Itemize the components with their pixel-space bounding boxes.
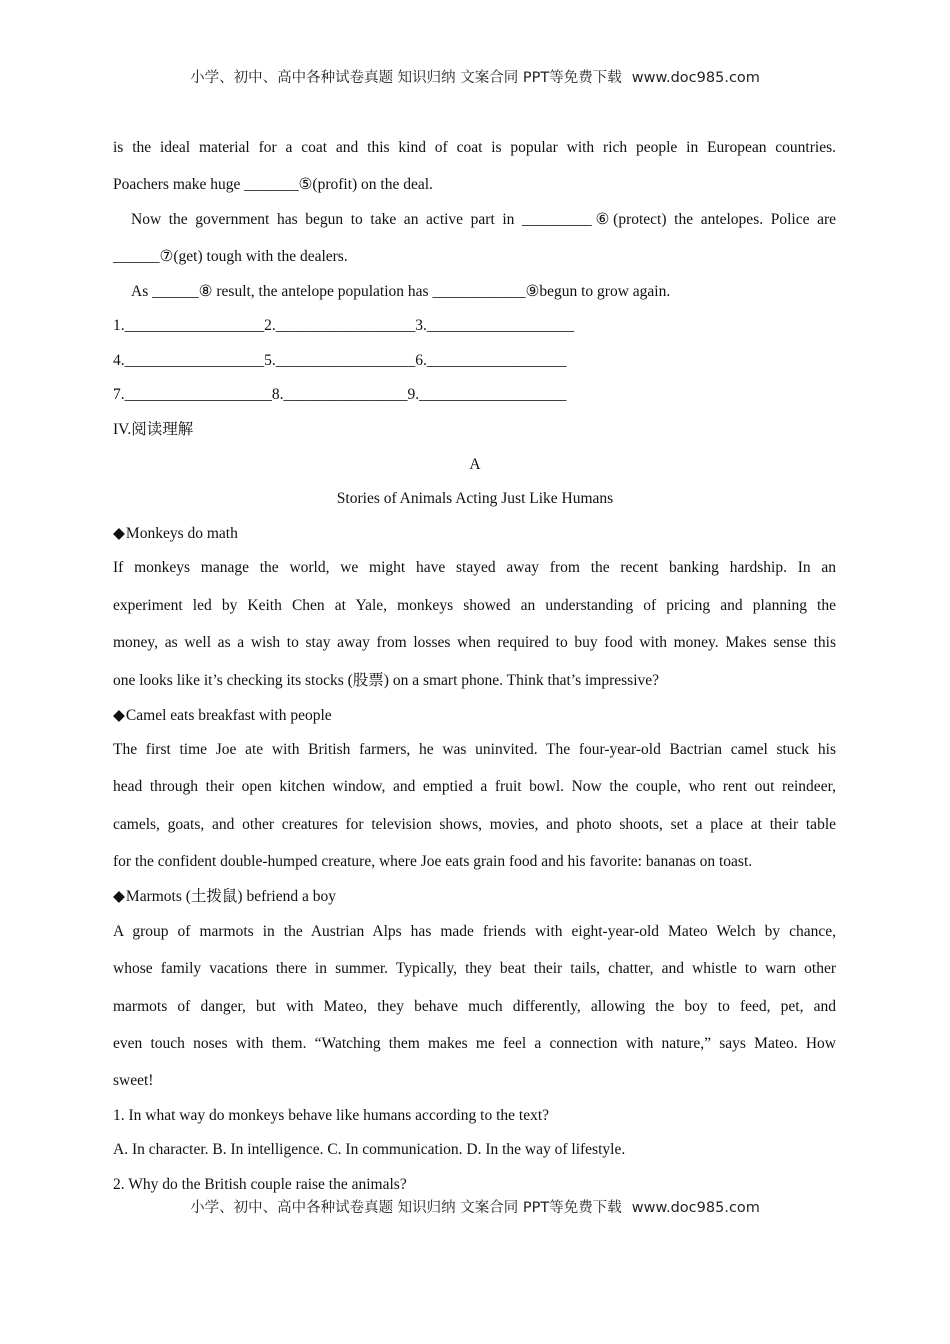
answer-blanks-row-3: 7.___________________8.________________9.___________________ <box>113 386 567 403</box>
section-heading: IV.阅读理解 <box>113 421 194 438</box>
story-2-line-4: for the confident double-humped creature, where Joe eats grain food and his favorite: bananas on toast. <box>113 853 753 870</box>
footer-text: 小学、初中、高中各种试卷真题 知识归纳 文案合同 PPT等免费下载 <box>190 1200 622 1216</box>
question-1: 1. In what way do monkeys behave like humans according to the text? <box>113 1107 550 1124</box>
fill-line-2: Poachers make huge _______⑤(profit) on the deal. <box>113 176 433 193</box>
story-3-line-1: A group of marmots in the Austrian Alps has made friends with eight-year-old Mateo Welch by chance, <box>113 923 836 940</box>
story-1-line-4: one looks like it’s checking its stocks (股票) on a smart phone. Think that’s impressive? <box>113 672 660 689</box>
fill-line-3: Now the government has begun to take an active part in _________⑥(protect) the antelopes. Police are <box>131 211 836 228</box>
story-2-line-1: The first time Joe ate with British farmers, he was uninvited. The four-year-old Bactrian camel stuck his <box>113 741 836 758</box>
answer-blanks-row-2: 4.__________________5.__________________6.__________________ <box>113 352 567 369</box>
diamond-bullet-icon: ◆ <box>113 888 125 905</box>
header-site-link[interactable]: www.doc985.com <box>631 70 760 86</box>
story-1-line-1: If monkeys manage the world, we might have stayed away from the recent banking hardship. In an <box>113 559 836 576</box>
passage-title: Stories of Animals Acting Just Like Humans <box>336 490 614 507</box>
story-3-line-4: even touch noses with them. “Watching them makes me feel a connection with nature,” says Mateo. How <box>113 1035 836 1052</box>
story-3-heading <box>113 887 836 907</box>
story-2-title: Camel eats breakfast with people <box>125 707 332 724</box>
story-1-title: Monkeys do math <box>125 525 238 542</box>
passage-label: A <box>469 456 481 473</box>
answer-blanks-row-1: 1.__________________2.__________________3.___________________ <box>113 317 575 334</box>
page-footer <box>0 1196 950 1217</box>
question-1-options: A. In character. B. In intelligence. C. In communication. D. In the way of lifestyle. <box>113 1141 626 1158</box>
diamond-bullet-icon: ◆ <box>113 525 125 542</box>
footer-site-link[interactable]: www.doc985.com <box>631 1200 760 1216</box>
fill-line-4: ______⑦(get) tough with the dealers. <box>113 248 348 265</box>
story-2-line-2: head through their open kitchen window, and emptied a fruit bowl. Now the couple, who rent out reindeer, <box>113 778 836 795</box>
story-3-title: Marmots (土拨鼠) befriend a boy <box>125 888 336 905</box>
header-text: 小学、初中、高中各种试卷真题 知识归纳 文案合同 PPT等免费下载 <box>190 70 622 86</box>
story-1-heading <box>113 524 836 544</box>
page-header <box>0 66 950 87</box>
diamond-bullet-icon: ◆ <box>113 707 125 724</box>
story-3-line-3: marmots of danger, but with Mateo, they behave much differently, allowing the boy to feed, pet, and <box>113 998 836 1015</box>
story-2-heading <box>113 706 836 726</box>
story-2-line-3: camels, goats, and other creatures for television shows, movies, and photo shoots, set a place at their table <box>113 816 836 833</box>
story-3-line-2: whose family vacations there in summer. Typically, they beat their tails, chatter, and whistle to warn other <box>113 960 836 977</box>
story-3-line-5: sweet! <box>113 1072 154 1089</box>
story-1-line-3: money, as well as a wish to stay away from losses when required to buy food with money. Makes sense this <box>113 634 836 651</box>
story-1-line-2: experiment led by Keith Chen at Yale, monkeys showed an understanding of pricing and planning the <box>113 597 836 614</box>
fill-line-5: As ______⑧ result, the antelope population has ____________⑨begun to grow again. <box>131 283 671 300</box>
fill-line-1: is the ideal material for a coat and this kind of coat is popular with rich people in European countries. <box>113 139 836 156</box>
question-2: 2. Why do the British couple raise the animals? <box>113 1176 407 1193</box>
